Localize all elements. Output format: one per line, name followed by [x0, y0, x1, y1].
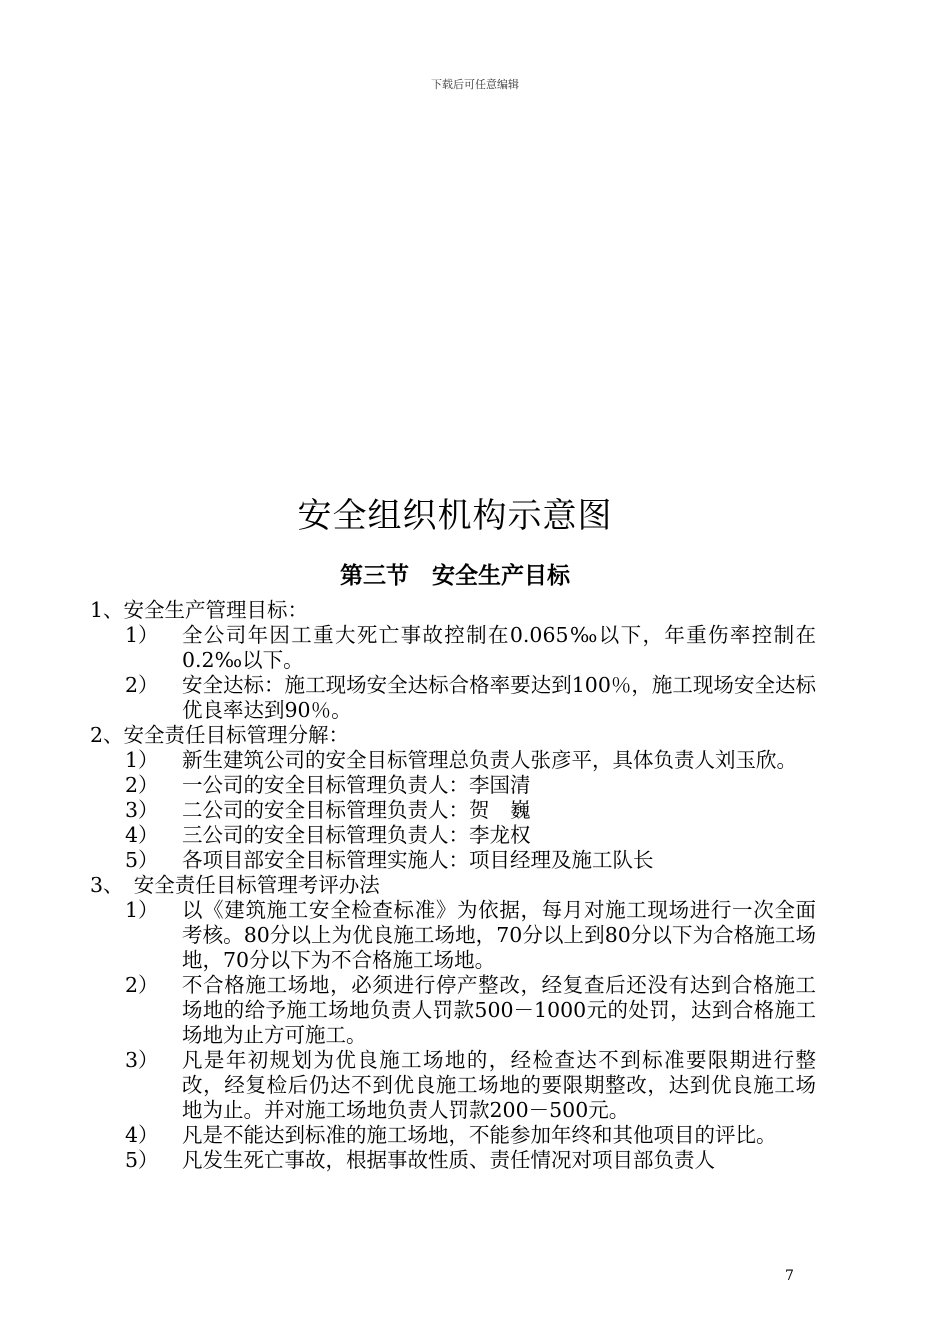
- item-number: 1）: [125, 623, 159, 647]
- section-responsibility-breakdown: [90, 723, 816, 873]
- item-text: 一公司的安全目标管理负责人：李国清: [182, 773, 531, 797]
- item-number: 2）: [125, 973, 159, 997]
- section-heading: 3、 安全责任目标管理考评办法: [90, 873, 380, 897]
- list-item: [90, 823, 816, 848]
- list-item: [90, 773, 816, 798]
- list-item: [90, 848, 816, 873]
- item-number: 4）: [125, 823, 159, 847]
- item-text: 全公司年因工重大死亡事故控制在0.065‰以下，年重伤率控制在0.2‰以下。: [182, 623, 816, 672]
- item-number: 4）: [125, 1123, 159, 1147]
- item-number: 2）: [125, 773, 159, 797]
- item-text: 各项目部安全目标管理实施人：项目经理及施工队长: [182, 848, 654, 872]
- item-text: 以《建筑施工安全检查标准》为依据，每月对施工现场进行一次全面考核。80分以上为优良施工场地，70分以上到80分以下为合格施工场地，70分以下为不合格施工场地。: [182, 898, 816, 972]
- item-text: 凡是不能达到标准的施工场地，不能参加年终和其他项目的评比。: [182, 1123, 777, 1147]
- list-item: [90, 1148, 816, 1173]
- list-item: [90, 973, 816, 1048]
- section-title: 第三节 安全生产目标: [340, 563, 570, 589]
- item-number: 1）: [125, 898, 159, 922]
- item-text: 二公司的安全目标管理负责人：贺 巍: [182, 798, 531, 822]
- item-number: 5）: [125, 1148, 159, 1172]
- item-number: 3）: [125, 798, 159, 822]
- section-evaluation-methods: [90, 873, 816, 1173]
- list-item: [90, 748, 816, 773]
- diagram-title: 安全组织机构示意图: [297, 496, 613, 536]
- item-number: 3）: [125, 1048, 159, 1072]
- list-item: [90, 623, 816, 673]
- item-text: 安全达标：施工现场安全达标合格率要达到100％，施工现场安全达标优良率达到90％。: [182, 673, 816, 722]
- list-item: [90, 798, 816, 823]
- item-text: 三公司的安全目标管理负责人：李龙权: [182, 823, 531, 847]
- section-heading: 2、安全责任目标管理分解：: [90, 723, 350, 747]
- list-item: [90, 1048, 816, 1123]
- item-text: 新生建筑公司的安全目标管理总负责人张彦平，具体负责人刘玉欣。: [182, 748, 797, 772]
- page-number: 7: [785, 1268, 794, 1284]
- item-number: 5）: [125, 848, 159, 872]
- list-item: [90, 898, 816, 973]
- list-item: [90, 673, 816, 723]
- item-number: 1）: [125, 748, 159, 772]
- document-body: [90, 598, 816, 1173]
- item-text: 凡发生死亡事故，根据事故性质、责任情况对项目部负责人: [182, 1148, 715, 1172]
- section-safety-production-targets: [90, 598, 816, 723]
- item-text: 凡是年初规划为优良施工场地的，经检查达不到标准要限期进行整改，经复检后仍达不到优良施工场地的要限期整改，达到优良施工场地为止。并对施工场地负责人罚款200－500元。: [182, 1048, 816, 1122]
- item-text: 不合格施工场地，必须进行停产整改，经复查后还没有达到合格施工场地的给予施工场地负责人罚款500－1000元的处罚，达到合格施工场地为止方可施工。: [182, 973, 816, 1047]
- list-item: [90, 1123, 816, 1148]
- header-note: 下载后可任意编辑: [431, 78, 519, 91]
- section-heading: 1、安全生产管理目标：: [90, 598, 309, 622]
- item-number: 2）: [125, 673, 159, 697]
